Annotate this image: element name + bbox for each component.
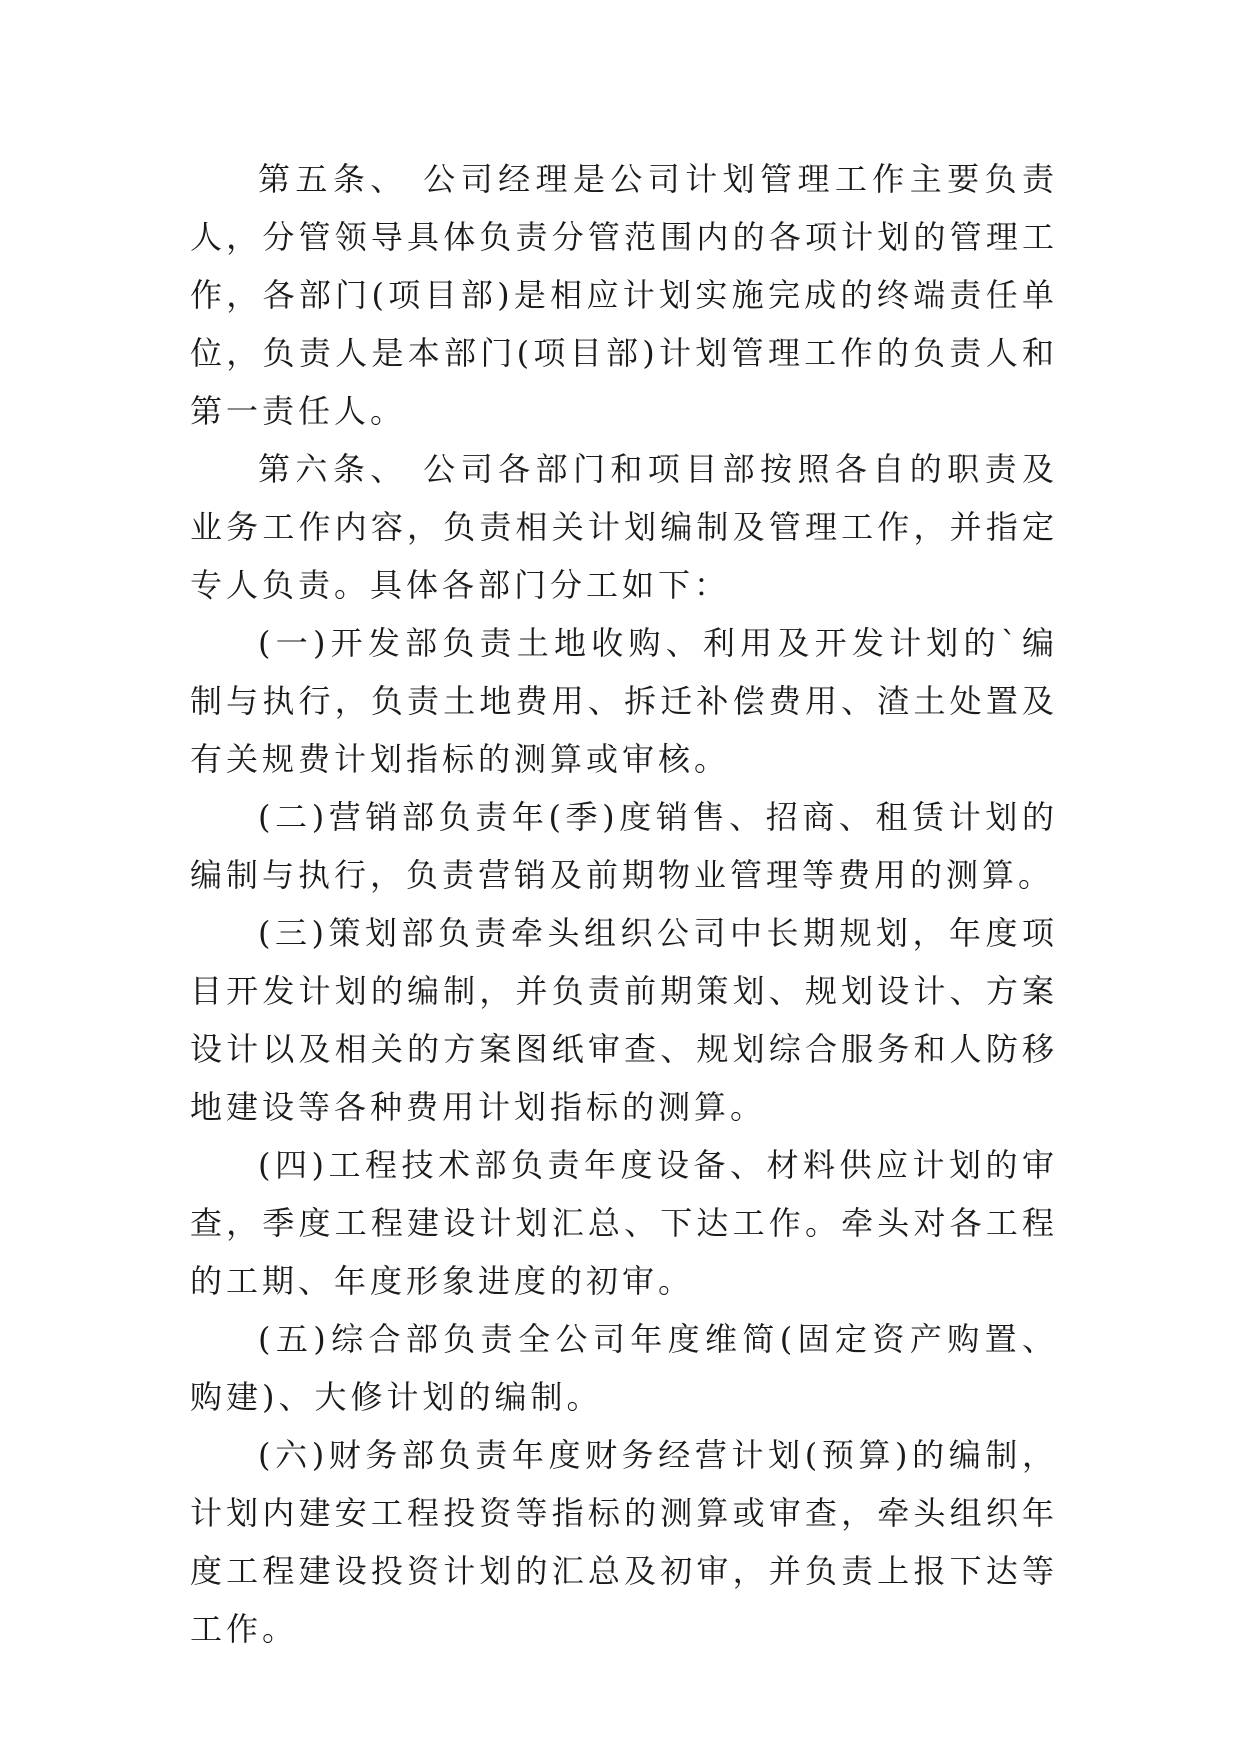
paragraph-article-5: 第五条、 公司经理是公司计划管理工作主要负责人，分管领导具体负责分管范围内的各项计划的管理工作，各部门(项目部)是相应计划实施完成的终端责任单位，负责人是本部门(项目部)计划管理工作的负责人和第一责任人。 bbox=[190, 160, 1058, 430]
paragraph-item-1-development: (一)开发部负责土地收购、利用及开发计划的`编制与执行，负责土地费用、拆迁补偿费用、渣土处置及有关规费计划指标的测算或审核。 bbox=[190, 624, 1058, 778]
paragraph-item-6-finance: (六)财务部负责年度财务经营计划(预算)的编制，计划内建安工程投资等指标的测算或审查，牵头组织年度工程建设投资计划的汇总及初审，并负责上报下达等工作。 bbox=[190, 1436, 1058, 1648]
paragraph-item-2-marketing: (二)营销部负责年(季)度销售、招商、租赁计划的编制与执行，负责营销及前期物业管理等费用的测算。 bbox=[190, 798, 1058, 894]
paragraph-item-5-general-affairs: (五)综合部负责全公司年度维简(固定资产购置、购建)、大修计划的编制。 bbox=[190, 1320, 1058, 1416]
document-body bbox=[190, 150, 1058, 1658]
paragraph-item-4-engineering: (四)工程技术部负责年度设备、材料供应计划的审查，季度工程建设计划汇总、下达工作。牵头对各工程的工期、年度形象进度的初审。 bbox=[190, 1146, 1058, 1300]
paragraph-article-6: 第六条、 公司各部门和项目部按照各自的职责及业务工作内容，负责相关计划编制及管理工作，并指定专人负责。具体各部门分工如下： bbox=[190, 450, 1058, 604]
paragraph-item-3-planning: (三)策划部负责牵头组织公司中长期规划，年度项目开发计划的编制，并负责前期策划、规划设计、方案设计以及相关的方案图纸审查、规划综合服务和人防移地建设等各种费用计划指标的测算。 bbox=[190, 914, 1058, 1126]
